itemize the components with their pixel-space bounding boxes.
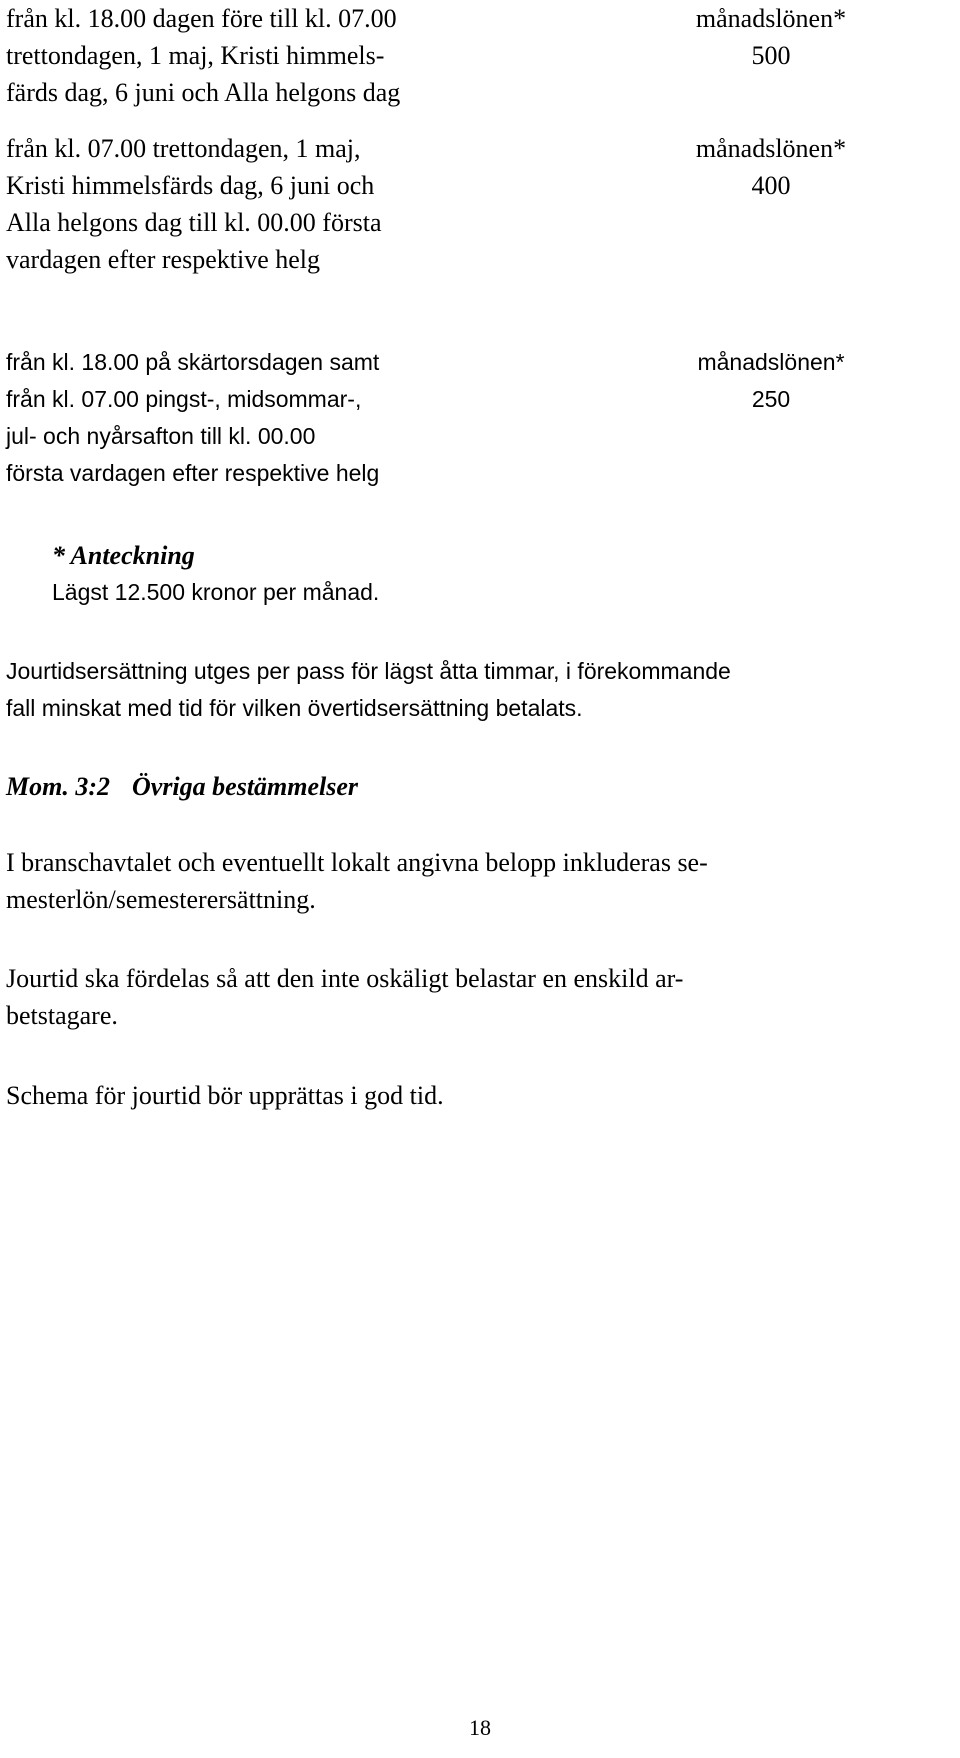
rate-unit: månadslönen*: [695, 4, 847, 33]
rate-value: 250: [751, 386, 791, 412]
paragraph-jourtidsersattning: [6, 653, 956, 727]
footnote-text: Lägst 12.500 kronor per månad.: [52, 579, 380, 605]
rate-description-2: [6, 130, 606, 278]
rate-unit: månadslönen*: [695, 134, 847, 163]
section-number: Mom. 3:2: [6, 772, 110, 801]
rate-value: 500: [751, 41, 791, 70]
paragraph-line: Jourtidsersättning utges per pass för lägst åtta timmar, i förekommande: [6, 658, 731, 684]
rate-amount-2: [656, 130, 886, 204]
paragraph-schema: [6, 1077, 956, 1114]
rate-line: färds dag, 6 juni och Alla helgons dag: [6, 78, 401, 107]
section-title: Övriga bestämmelser: [132, 772, 359, 801]
page-number: 18: [469, 1715, 491, 1740]
rate-line: från kl. 18.00 på skärtorsdagen samt: [6, 349, 380, 375]
rate-line: vardagen efter respektive helg: [6, 245, 321, 274]
paragraph-line: fall minskat med tid för vilken övertidsersättning betalats.: [6, 695, 583, 721]
paragraph-line: betstagare.: [6, 1001, 118, 1030]
rate-line: första vardagen efter respektive helg: [6, 460, 380, 486]
rate-value: 400: [751, 171, 791, 200]
footnote-title: * Anteckning: [52, 541, 195, 570]
paragraph-line: I branschavtalet och eventuellt lokalt angivna belopp inkluderas se-: [6, 848, 708, 877]
paragraph-line: mesterlön/semesterersättning.: [6, 885, 316, 914]
rate-line: trettondagen, 1 maj, Kristi himmels-: [6, 41, 385, 70]
rate-line: Alla helgons dag till kl. 00.00 första: [6, 208, 382, 237]
rate-line: från kl. 07.00 trettondagen, 1 maj,: [6, 134, 361, 163]
paragraph-branschavtal: [6, 844, 956, 918]
rate-description-3: [6, 344, 606, 492]
rate-description-1: [6, 0, 606, 111]
paragraph-line: Schema för jourtid bör upprättas i god tid.: [6, 1081, 444, 1110]
rate-line: Kristi himmelsfärds dag, 6 juni och: [6, 171, 375, 200]
paragraph-fordelning: [6, 960, 956, 1034]
rate-unit: månadslönen*: [697, 349, 845, 375]
rate-amount-3: [656, 344, 886, 418]
rate-line: från kl. 07.00 pingst-, midsommar-,: [6, 386, 362, 412]
rate-amount-1: [656, 0, 886, 74]
footnote: [52, 537, 379, 611]
rate-line: från kl. 18.00 dagen före till kl. 07.00: [6, 4, 397, 33]
section-heading: [6, 768, 358, 805]
paragraph-line: Jourtid ska fördelas så att den inte oskäligt belastar en enskild ar-: [6, 964, 684, 993]
rate-line: jul- och nyårsafton till kl. 00.00: [6, 423, 316, 449]
